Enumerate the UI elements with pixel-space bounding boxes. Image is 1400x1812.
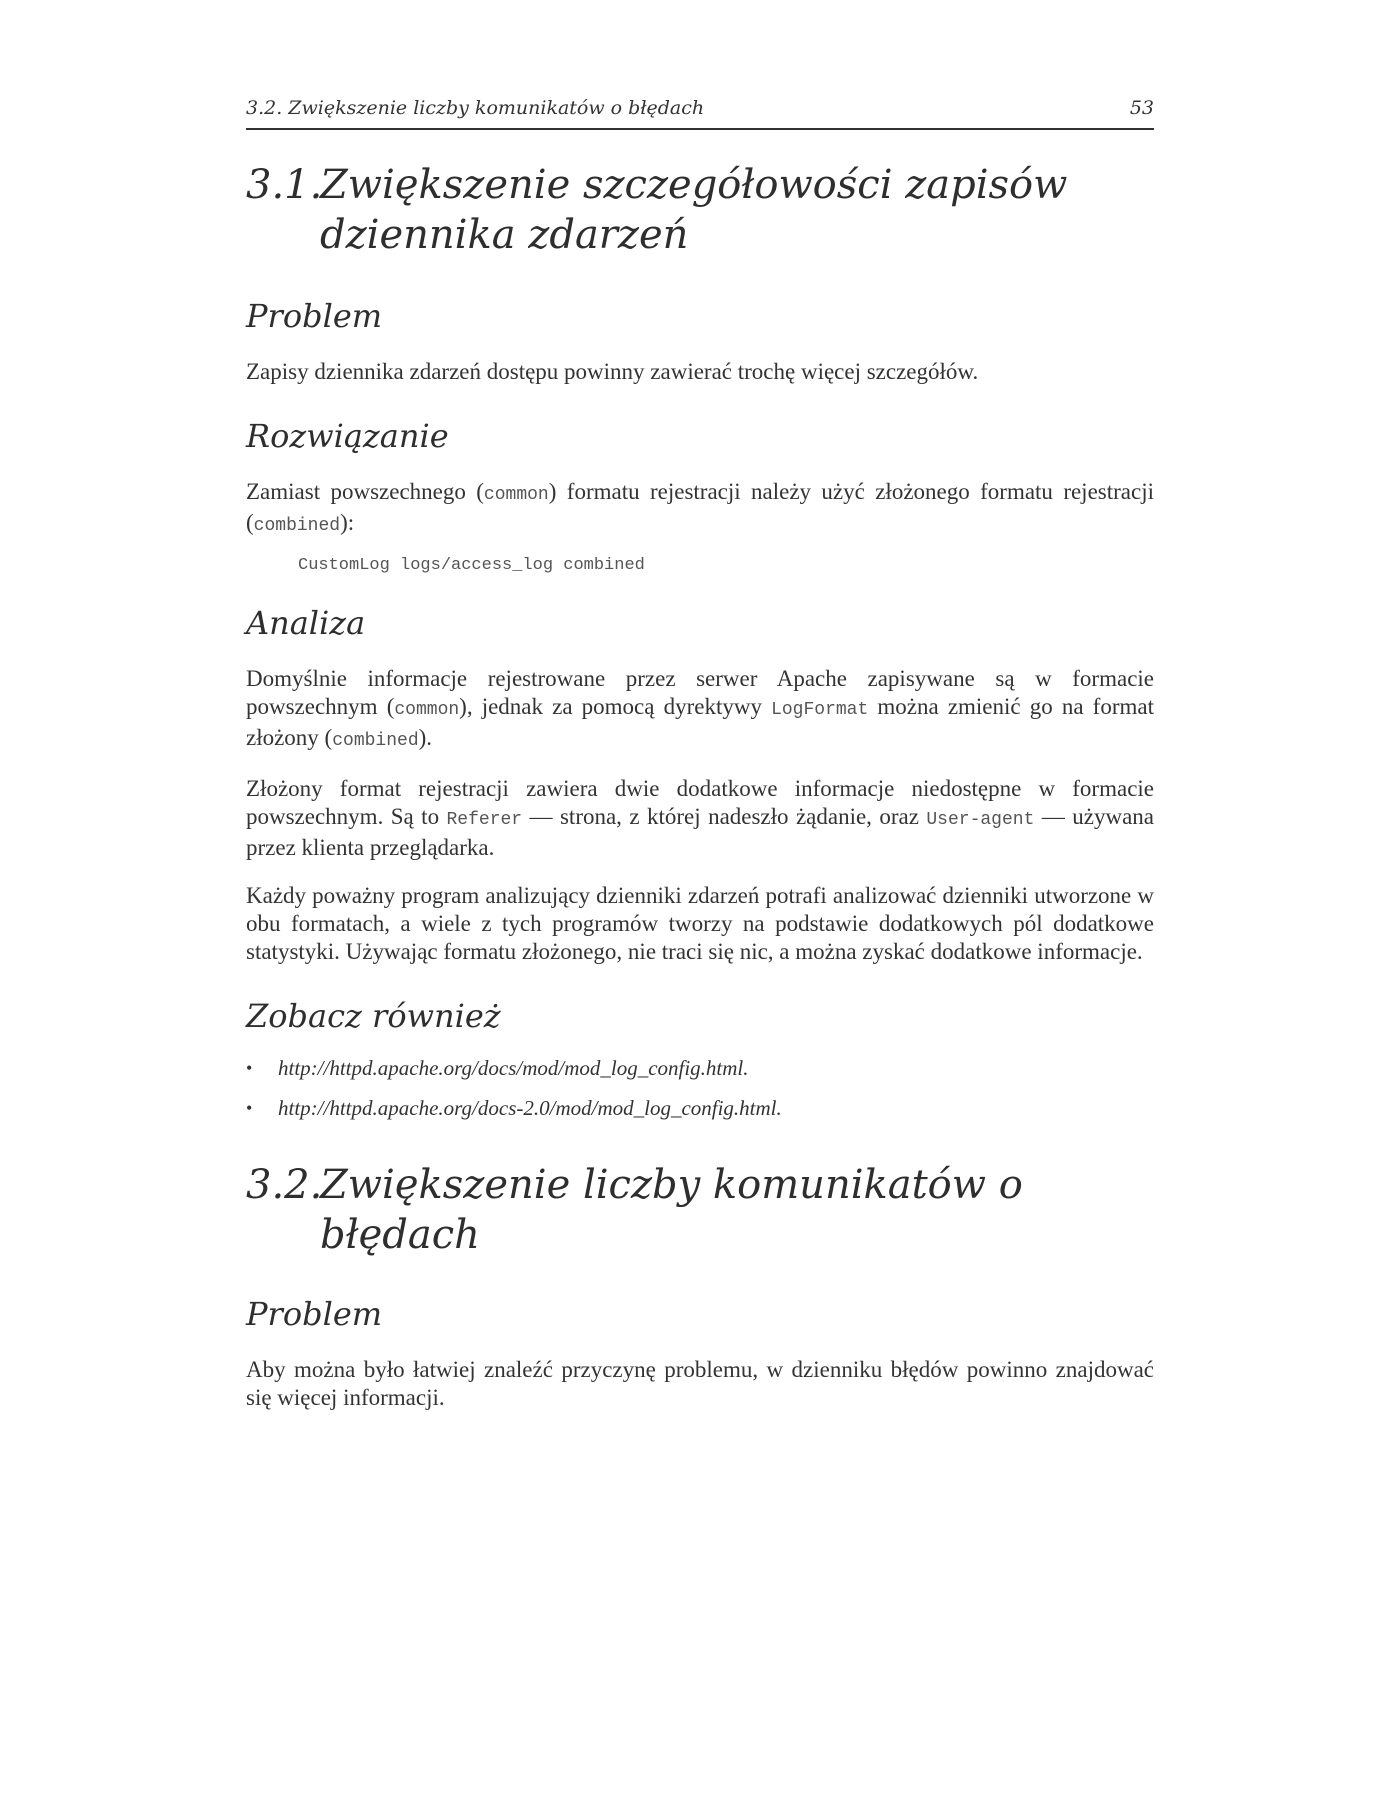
solution-heading: Rozwiązanie xyxy=(246,417,449,455)
analysis-paragraph-1: Domyślnie informacje rejestrowane przez serwer Apache zapisywane są w formacie powszechnym (common), jednak za pomocą dyrektywy LogFormat można zmienić go na format złożony (combined). xyxy=(246,666,1154,751)
analysis-paragraph-3: Każdy poważny program analizujący dzienniki zdarzeń potrafi analizować dzienniki utworzone w obu formatach, a wiele z tych programów tworzy na podstawie dodatkowych pól dodatkowe statystyki. Używając formatu złożonego, nie traci się nic, a można zyskać dodatkowe informacje. xyxy=(246,883,1154,964)
code-combined: combined xyxy=(253,516,341,536)
code-common: common xyxy=(483,485,549,505)
bullet-icon: • xyxy=(246,1098,253,1118)
page-content xyxy=(246,160,1154,1412)
list-item xyxy=(246,1094,1154,1122)
list-item xyxy=(246,1054,1154,1082)
section-3-2-title xyxy=(246,1160,1154,1260)
section-number: 3.1. xyxy=(246,162,323,208)
solution-text: Zamiast powszechnego (common) formatu rejestracji należy użyć złożonego formatu rejestracji (combined): xyxy=(246,479,1154,536)
section-3-1-title xyxy=(246,160,1154,260)
see-also-heading: Zobacz również xyxy=(246,997,501,1035)
reference-link[interactable]: http://httpd.apache.org/docs/mod/mod_log_config.html. xyxy=(278,1056,749,1080)
problem-text: Zapisy dziennika zdarzeń dostępu powinny zawierać trochę więcej szczegółów. xyxy=(246,359,979,384)
problem-text: Aby można było łatwiej znaleźć przyczynę problemu, w dzienniku błędów powinno znajdować się więcej informacji. xyxy=(246,1357,1154,1410)
bullet-icon: • xyxy=(246,1058,253,1078)
section-number: 3.2. xyxy=(246,1162,323,1208)
analysis-heading: Analiza xyxy=(246,604,366,642)
code-example: CustomLog logs/access_log combined xyxy=(298,556,645,575)
problem-heading: Problem xyxy=(246,297,383,335)
analysis-paragraph-2: Złożony format rejestracji zawiera dwie dodatkowe informacje niedostępne w formacie powszechnym. Są to Referer — strona, z której nadeszło żądanie, oraz User-agent — używana przez klienta przeglądarka. xyxy=(246,776,1154,860)
reference-link[interactable]: http://httpd.apache.org/docs-2.0/mod/mod_log_config.html. xyxy=(278,1096,782,1120)
running-head-title: 3.2. Zwiększenie liczby komunikatów o błędach xyxy=(246,97,705,119)
section-heading-text: Zwiększenie szczegółowości zapisów dziennika zdarzeń xyxy=(320,162,1068,258)
running-header xyxy=(246,96,1154,130)
problem-heading: Problem xyxy=(246,1295,383,1333)
section-heading-text: Zwiększenie liczby komunikatów o błędach xyxy=(320,1162,1023,1258)
see-also-list xyxy=(246,1054,1154,1122)
page-number: 53 xyxy=(1129,97,1154,119)
